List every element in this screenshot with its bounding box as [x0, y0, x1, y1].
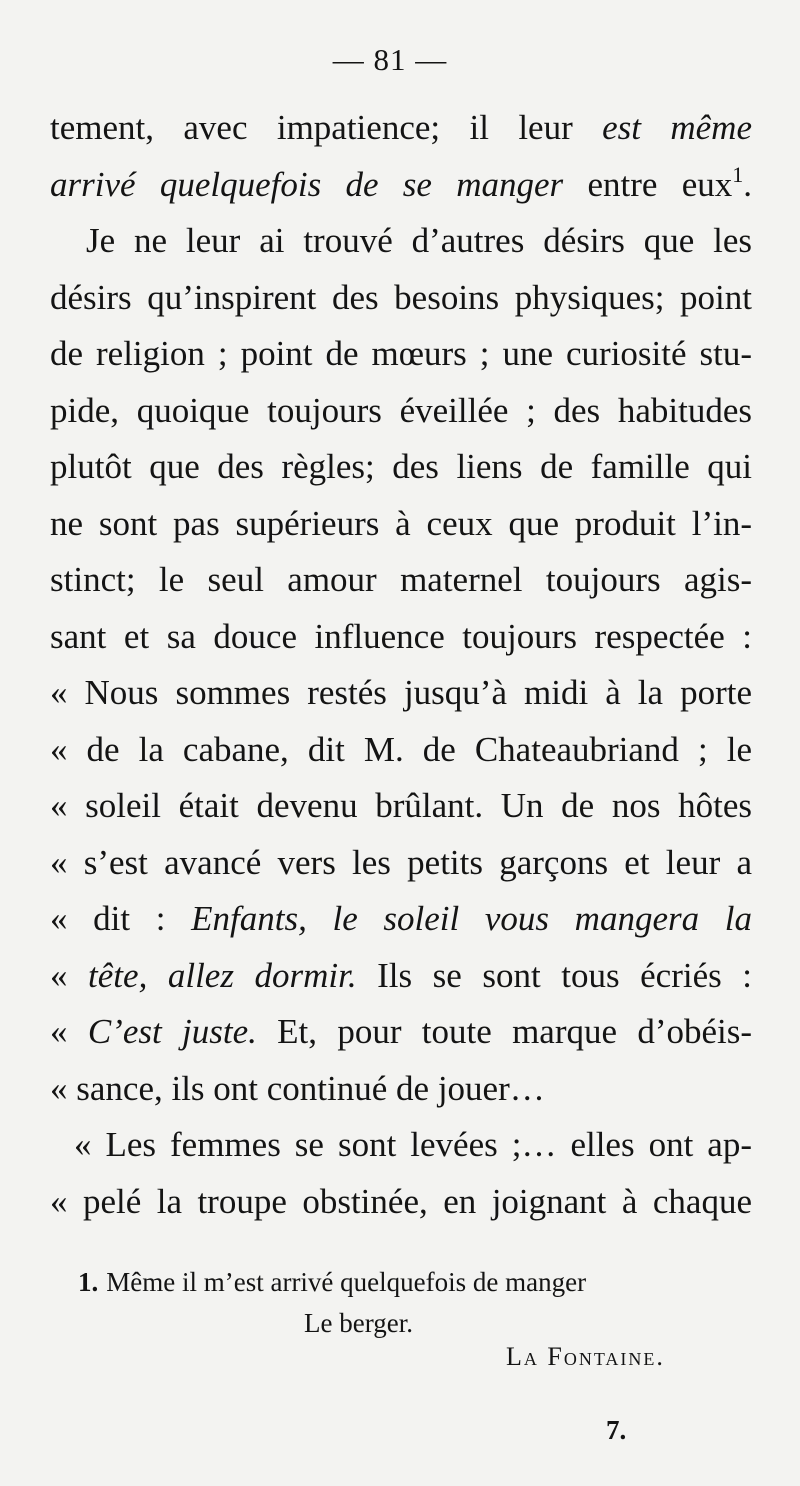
footnote-reference: 1: [732, 161, 744, 187]
italic-run: Enfants, le soleil vous mangera la: [191, 899, 752, 938]
text-run: tement, avec impatience; il leur: [50, 108, 603, 147]
footnote-line: [78, 1262, 718, 1303]
italic-run: tête, allez dormir.: [88, 955, 357, 995]
text-line: « sance, ils ont continué de jouer…: [50, 1068, 545, 1108]
page-number: — 81 —: [332, 42, 448, 77]
text-line: [50, 100, 752, 157]
text-line: « s’est avancé vers les petits garçons et leur a: [50, 842, 752, 882]
text-line: pide, quoique toujours éveillée ; des habitudes: [50, 390, 752, 430]
text-line: « pelé la troupe obstinée, en joignant à chaque: [50, 1181, 752, 1221]
text-line: [50, 948, 752, 1005]
footnote: [78, 1262, 718, 1344]
text-line: [50, 891, 752, 948]
footnote-line: Le berger.: [304, 1308, 413, 1338]
italic-run: arrivé quelquefois de se manger: [50, 164, 564, 204]
text-line: stinct; le seul amour maternel toujours agis-: [50, 560, 752, 599]
text-run: entre eux: [563, 164, 733, 204]
footnote-number: 1.: [78, 1267, 99, 1297]
text-line: [50, 1004, 752, 1061]
text-line: « de la cabane, dit M. de Chateaubriand ; le: [50, 729, 752, 769]
text-line: [50, 157, 752, 214]
text-run: Ils se sont tous écriés :: [356, 955, 753, 995]
italic-run: est même: [602, 108, 752, 147]
italic-run: C’est juste.: [87, 1012, 257, 1051]
text-line: « Les femmes se sont levées ;… elles ont ap-: [74, 1125, 752, 1164]
text-run: «: [50, 1012, 88, 1051]
text-line: Je ne leur ai trouvé d’autres désirs que les: [86, 221, 752, 260]
text-line: plutôt que des règles; des liens de famille qui: [50, 447, 752, 486]
text-line: ne sont pas supérieurs à ceux que produit l’in-: [50, 503, 752, 543]
footnote-text: Même il m’est arrivé quelquefois de manger: [106, 1267, 587, 1297]
text-line: « Nous sommes restés jusqu’à midi à la porte: [50, 673, 752, 712]
text-run: .: [743, 164, 752, 204]
text-line: « soleil était devenu brûlant. Un de nos hôtes: [50, 786, 752, 825]
text-line: de religion ; point de mœurs ; une curiosité stu-: [50, 334, 752, 373]
text-run: « dit :: [50, 899, 192, 938]
body-text: [50, 100, 752, 1230]
text-line: sant et sa douce influence toujours respectée :: [50, 616, 752, 656]
footnote-author: La Fontaine.: [506, 1342, 665, 1371]
text-run: Et, pour toute marque d’obéis-: [256, 1012, 753, 1051]
text-line: désirs qu’inspirent des besoins physiques; point: [50, 277, 752, 317]
signature-mark: 7.: [606, 1415, 627, 1445]
text-run: «: [50, 955, 89, 995]
